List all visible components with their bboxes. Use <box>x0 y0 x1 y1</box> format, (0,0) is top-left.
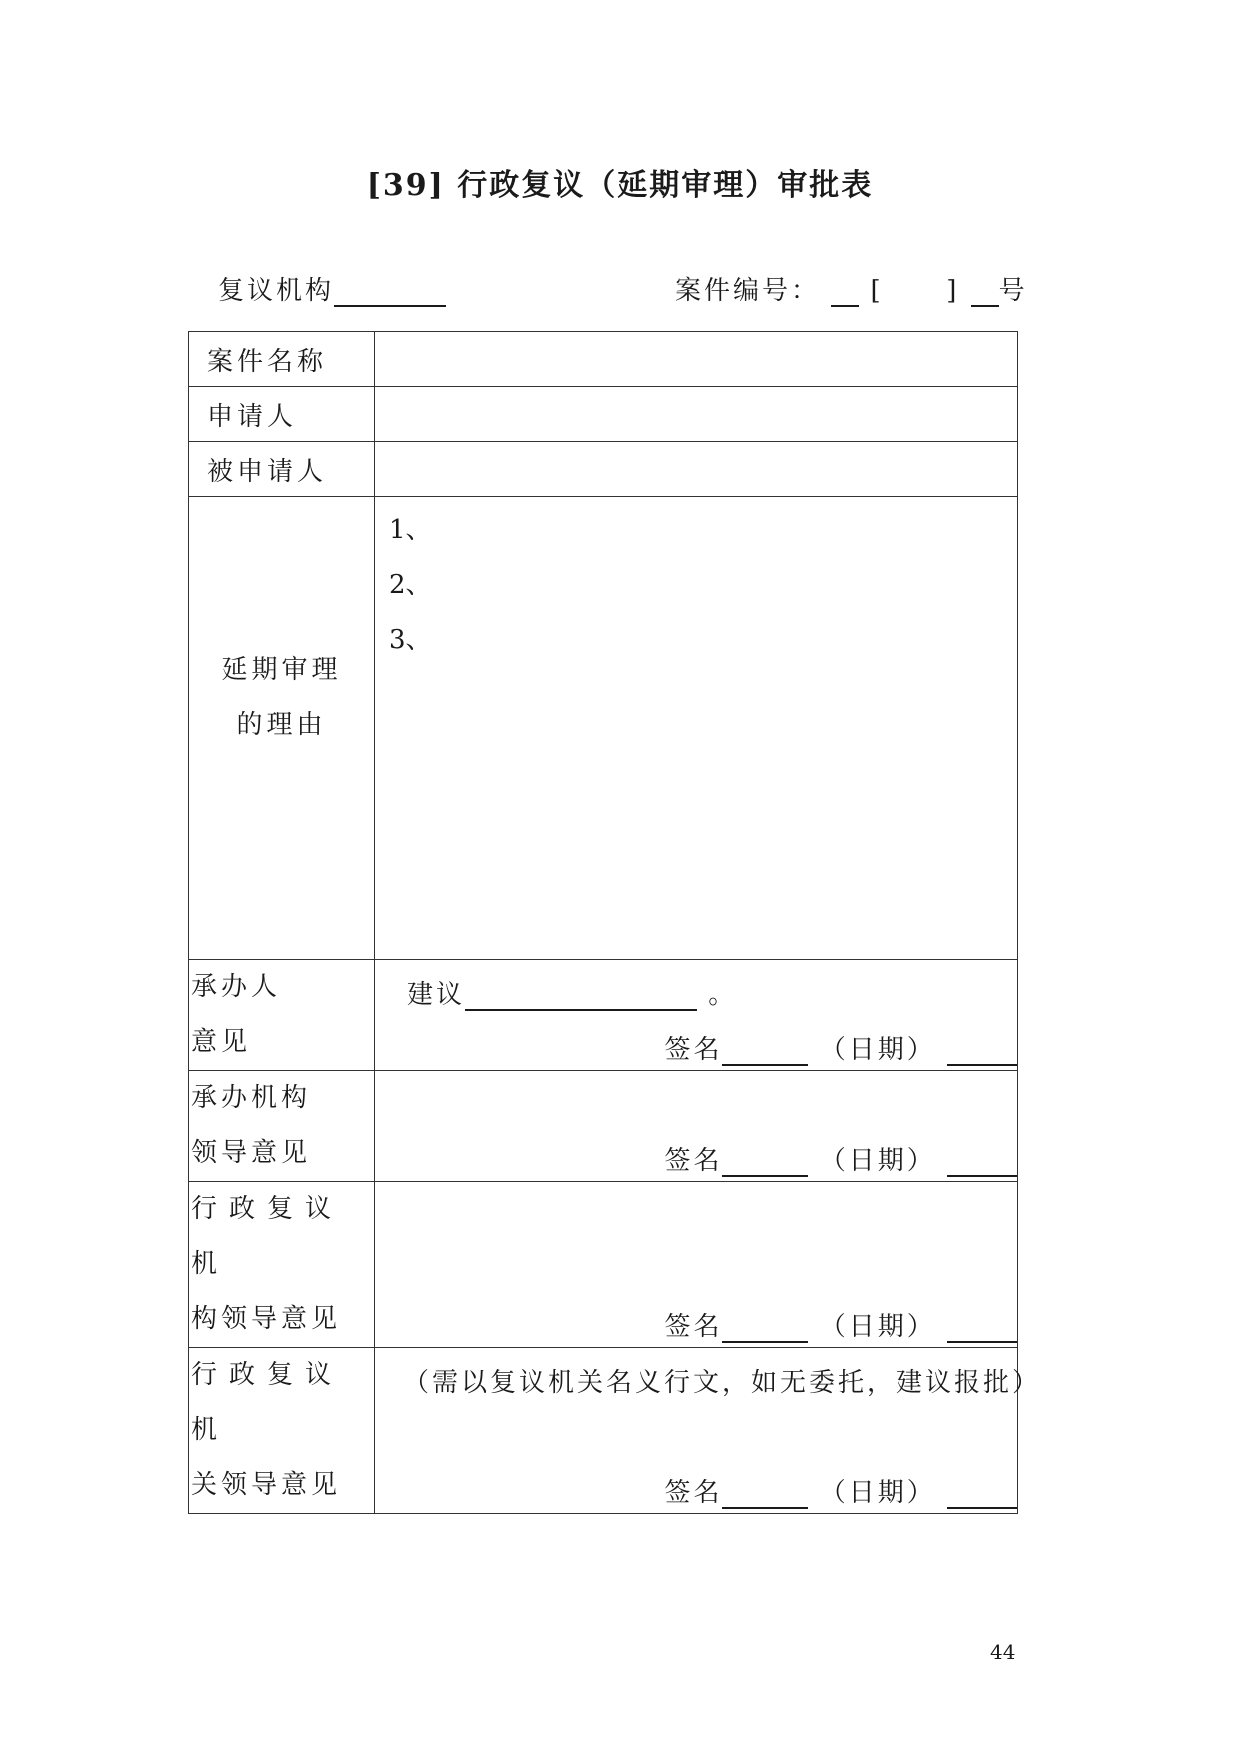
table-row <box>189 1348 1018 1514</box>
handler-opinion-field[interactable] <box>375 960 1018 1071</box>
organ-opinion-field[interactable] <box>375 1348 1042 1514</box>
reason-field[interactable] <box>375 497 1018 960</box>
date-label: （日期） <box>819 1312 936 1342</box>
organ-signature-line <box>664 1472 1017 1509</box>
date-label: （日期） <box>819 1146 936 1176</box>
organ-note: （需以复议机关名义行文，如无委托，建议报批） <box>403 1368 1042 1398</box>
approval-form-table <box>188 331 1042 1514</box>
reason-item-1: 1、 <box>389 515 432 545</box>
office-opinion-label <box>189 1071 375 1182</box>
signature-blank[interactable] <box>722 1038 808 1066</box>
agency-opinion-label <box>189 1182 375 1348</box>
signature-label: 签名 <box>664 1035 723 1065</box>
case-number-prefix-blank[interactable] <box>831 279 859 307</box>
organ-label-line-2: 关领导意见 <box>191 1470 342 1500</box>
applicant-field[interactable] <box>375 387 1018 442</box>
reason-item-3: 3、 <box>389 625 432 655</box>
signature-blank[interactable] <box>722 1315 808 1343</box>
agency-opinion-field[interactable] <box>375 1182 1018 1348</box>
office-label-line-1: 承办机构 <box>191 1083 312 1113</box>
organ-label-line-1: 行政复议机 <box>191 1360 344 1445</box>
organ-opinion-label <box>189 1348 375 1514</box>
reason-item-2: 2、 <box>389 570 432 600</box>
agency-label-line-1: 行政复议机 <box>191 1194 344 1279</box>
date-blank[interactable] <box>947 1481 1017 1509</box>
signature-label: 签名 <box>664 1478 723 1508</box>
suggestion-line <box>407 974 737 1011</box>
case-number-suffix: 号 <box>998 276 1028 306</box>
case-name-label: 案件名称 <box>189 332 375 387</box>
case-number-serial-blank[interactable] <box>971 279 999 307</box>
case-number-field <box>675 270 1028 307</box>
table-row <box>189 960 1018 1071</box>
table-row <box>189 442 1018 497</box>
suggestion-blank[interactable] <box>465 983 697 1011</box>
table-row <box>189 497 1018 960</box>
applicant-label: 申请人 <box>189 387 375 442</box>
agency-label-line-2: 构领导意见 <box>191 1304 342 1334</box>
case-name-field[interactable] <box>375 332 1018 387</box>
signature-label: 签名 <box>664 1146 723 1176</box>
handler-label-line-1: 承办人 <box>191 972 282 1002</box>
agency-blank[interactable] <box>334 279 446 307</box>
date-blank[interactable] <box>947 1038 1017 1066</box>
office-signature-line <box>664 1140 1017 1177</box>
reason-label-line-2: 的理由 <box>236 710 327 740</box>
table-row <box>189 1182 1018 1348</box>
table-row <box>189 1071 1018 1182</box>
suggestion-end: 。 <box>708 980 738 1010</box>
office-opinion-field[interactable] <box>375 1071 1018 1182</box>
date-label: （日期） <box>819 1478 936 1508</box>
table-row <box>189 332 1018 387</box>
suggestion-label: 建议 <box>407 980 466 1010</box>
page-number: 44 <box>990 1640 1016 1664</box>
case-number-close-bracket: ] <box>946 276 960 306</box>
signature-blank[interactable] <box>722 1481 808 1509</box>
document-title: [39] 行政复议（延期审理）审批表 <box>366 168 874 203</box>
handler-opinion-label <box>189 960 375 1071</box>
handler-label-line-2: 意见 <box>191 1027 252 1057</box>
respondent-field[interactable] <box>375 442 1018 497</box>
respondent-label: 被申请人 <box>189 442 375 497</box>
signature-blank[interactable] <box>722 1149 808 1177</box>
case-number-label: 案件编号： <box>675 276 821 306</box>
case-number-open-bracket: [ <box>870 276 884 306</box>
date-blank[interactable] <box>947 1149 1017 1177</box>
agency-signature-line <box>664 1306 1017 1343</box>
reason-label <box>189 497 375 960</box>
office-label-line-2: 领导意见 <box>191 1138 312 1168</box>
agency-label: 复议机构 <box>218 276 335 306</box>
agency-field <box>218 270 446 307</box>
handler-signature-line <box>664 1029 1017 1066</box>
reason-label-line-1: 延期审理 <box>221 655 342 685</box>
date-blank[interactable] <box>947 1315 1017 1343</box>
date-label: （日期） <box>819 1035 936 1065</box>
table-row <box>189 387 1018 442</box>
signature-label: 签名 <box>664 1312 723 1342</box>
